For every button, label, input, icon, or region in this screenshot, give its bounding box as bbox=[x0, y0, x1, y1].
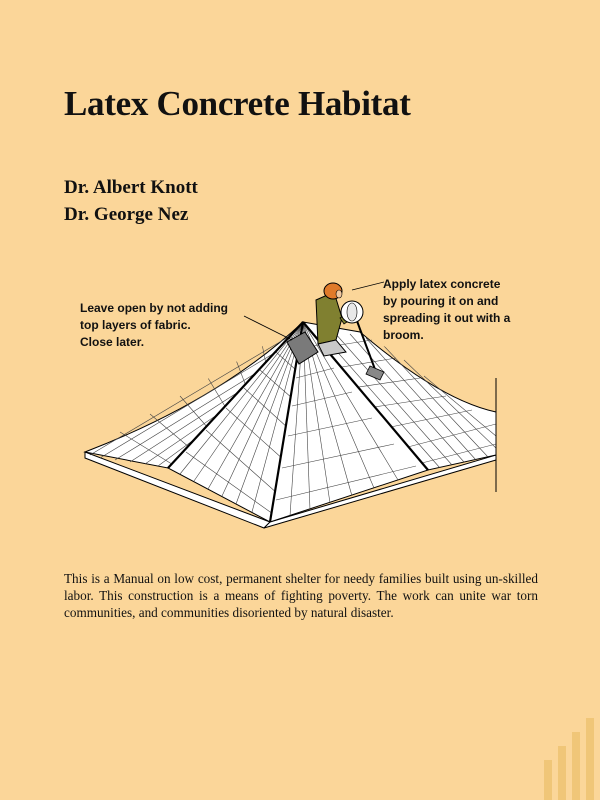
author-name: Dr. Albert Knott bbox=[64, 177, 198, 198]
callout-right: Apply latex concrete by pouring it on and spreading it out with a broom. bbox=[383, 277, 511, 342]
callout-left: Leave open by not adding top layers of fabric. Close later. bbox=[80, 301, 229, 349]
watermark-logo bbox=[500, 700, 600, 800]
author-name: Dr. George Nez bbox=[64, 204, 189, 225]
description-text: This is a Manual on low cost, permanent shelter for needy families built using un-skilled labor. This construction is a means of fighting poverty. The work can unite war torn communities, and communities disoriented by natural disaster. bbox=[64, 571, 538, 620]
author-list bbox=[64, 174, 198, 228]
page-title: Latex Concrete Habitat bbox=[64, 84, 411, 123]
